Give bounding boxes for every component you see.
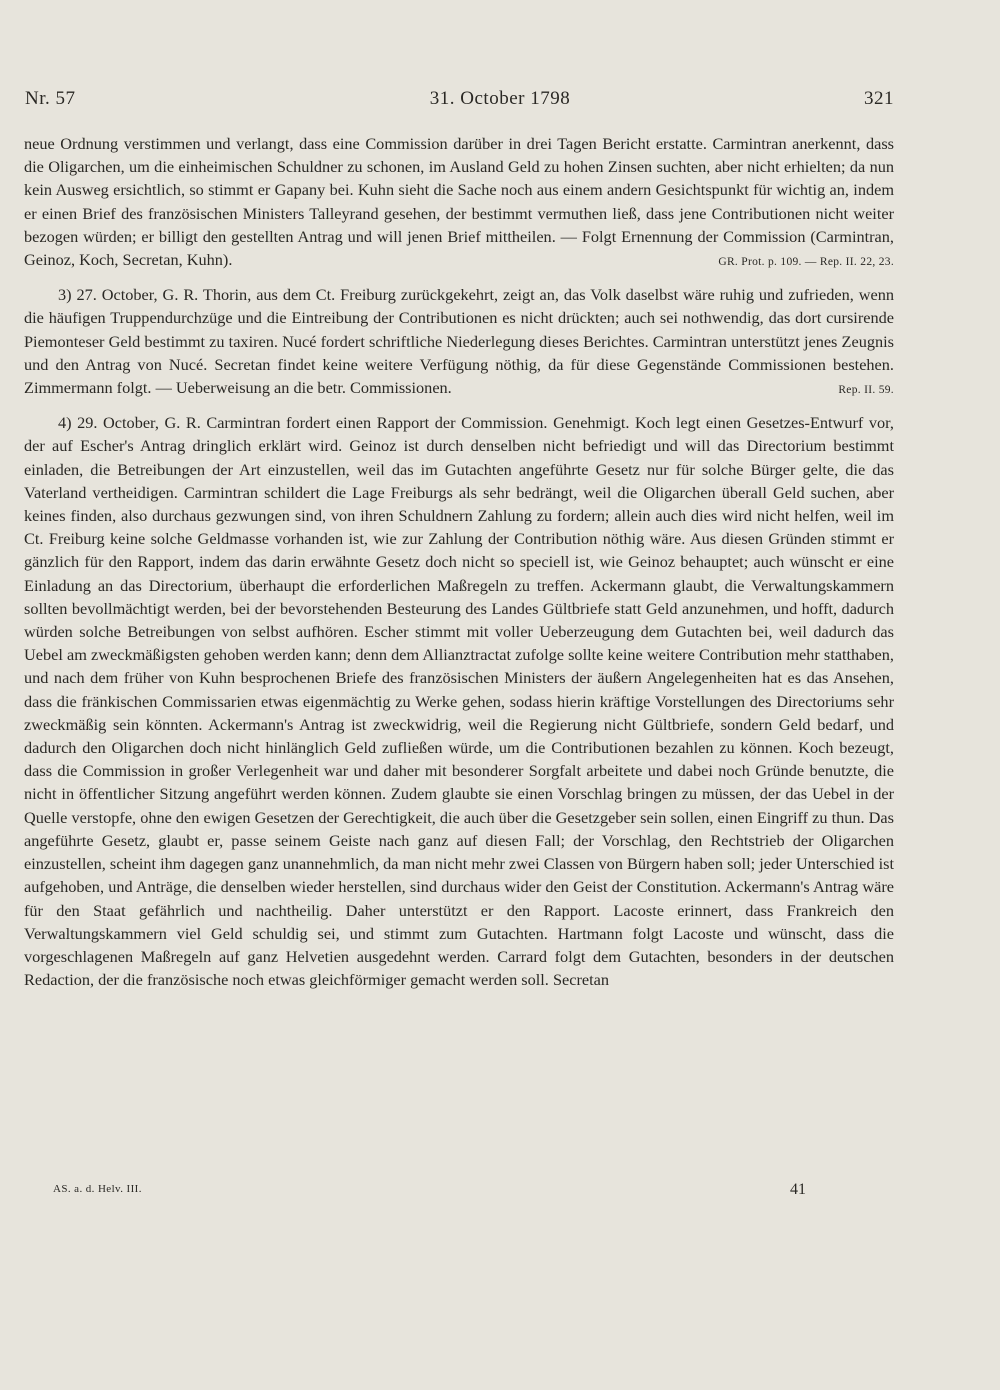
paragraph-text: 3) 27. October, G. R. Thorin, aus dem Ct. Freiburg zurückgekehrt, zeigt an, das Volk daselbst wäre ruhig und zufrieden, wenn die häufigen Truppendurchzüge und die Eintreibung der Contributionen es nicht drückten; auch sei nothwendig, das dort cursirende Piemonteser Geld bestimmt zu taxiren. Nucé fordert schriftliche Niederlegung dieses Berichtes. Carmintran unterstützt jenes Zeugnis und den Antrag von Nucé. Secretan findet keine weitere Verfügung nöthig, da für diese Gegenstände Commissionen bestehen. Zimmermann folgt. — Ueberweisung an die betr. Commissionen. [24, 285, 894, 398]
footer-sheet-number: 41 [790, 1181, 806, 1198]
footer-signature: AS. a. d. Helv. III. [53, 1183, 142, 1195]
source-reference: GR. Prot. p. 109. — Rep. II. 22, 23. [718, 256, 894, 269]
paragraph-text: neue Ordnung verstimmen und verlangt, dass eine Commission darüber in drei Tagen Bericht erstatte. Carmintran anerkennt, dass die Oligarchen, um die einheimischen Schuldner zu schonen, im Ausland Geld zu hohen Zinsen suchten, aber nicht erhielten; da nun kein Ausweg ersichtlich, so stimmt er Gapany bei. Kuhn sieht die Sache noch aus einem andern Gesichtspunkt für wichtig an, indem er einen Brief des französischen Ministers Talleyrand gesehen, der bestimmt vermuthen ließ, dass jene Contributionen nicht weiter bezogen würden; er billigt den gestellten Antrag und will jenen Brief mittheilen. — Folgt Ernennung der Commission (Carmintran, Geinoz, Koch, Secretan, Kuhn). [24, 134, 894, 270]
header-document-number: Nr. 57 [25, 88, 76, 109]
source-reference: Rep. II. 59. [838, 384, 894, 397]
body-text [24, 132, 894, 991]
header-date: 31. October 1798 [429, 88, 571, 109]
header-page-number: 321 [864, 88, 894, 109]
paragraph-text: 4) 29. October, G. R. Carmintran fordert einen Rapport der Commission. Genehmigt. Koch legt einen Gesetzes-Entwurf vor, der auf Escher's Antrag dringlich erklärt wird. Geinoz ist durch denselben nicht befriedigt und will das Directorium bestimmt einladen, die Betreibungen der Art einzustellen, weil das im Gutachten angeführte Gesetz nur für solche Bürger gelte, die das Vaterland vertheidigen. Carmintran schildert die Lage Freiburgs als sehr bedrängt, weil die Oligarchen überall Geld suchen, aber keines finden, also durchaus gezwungen sind, von ihren Schuldnern Zahlung zu fordern; allein auch dies wird nicht helfen, weil im Ct. Freiburg keine solche Geldmasse vorhanden ist, wie zur Zahlung der Contribution nöthig wäre. Aus diesen Gründen stimmt er gänzlich für den Rapport, indem das darin erwähnte Gesetz doch nicht so speciell ist, wie Geinoz behauptet; auch wünscht er eine Einladung an das Directorium, überhaupt die erforderlichen Maßregeln zu treffen. Ackermann glaubt, die Verwaltungskammern sollten bevollmächtigt werden, bei der bevorstehenden Besteurung des Landes Gültbriefe statt Geld anzunehmen, und hofft, dadurch würden solche Betreibungen von selbst aufhören. Escher stimmt mit voller Ueberzeugung dem Gutachten bei, weil dadurch das Uebel am zweckmäßigsten gehoben werden kann; denn dem Allianztractat zufolge sollte keine weitere Contribution mehr statthaben, und nach dem früher von Kuhn besprochenen Briefe des französischen Ministers der äußern Angelegenheiten hat es das Ansehen, dass die fränkischen Commissarien etwas eigenmächtig zu Werke gehen, sodass hierin kräftige Vorstellungen des Directoriums sehr zweckmäßig sein könnten. Ackermann's Antrag ist zweckwidrig, weil die Regierung nicht Gültbriefe, sondern Geld bedarf, und dadurch den Oligarchen doch nicht hinlänglich Geld zufließen würde, um die Contributionen bezahlen zu können. Koch bezeugt, dass die Commission in großer Verlegenheit war und daher mit besonderer Sorgfalt arbeitete und dabei noch Gründe benutzte, die nicht in öffentlicher Sitzung angeführt werden können. Zudem glaubte sie einen Vorschlag bringen zu müssen, der das Uebel in der Quelle verstopfe, ohne den ewigen Gesetzen der Gerechtigkeit, die auch über die Gesetzgeber sein sollen, einen Eingriff zu thun. Das angeführte Gesetz, glaubt er, passe seinem Geiste nach ganz auf diesen Fall; der Vorschlag, den Rechtstrieb der Oligarchen einzustellen, scheint ihm dagegen ganz unannehmlich, da man nicht mehr zwei Classen von Bürgern haben soll; jeder Unterschied ist aufgehoben, und Anträge, die denselben wieder herstellen, sind durchaus wider den Geist der Constitution. Ackermann's Antrag wäre für den Staat gefährlich und nachtheilig. Daher unterstützt er den Rapport. Lacoste erinnert, dass Frankreich den Verwaltungskammern viel Geld schuldig sei, und stimmt zum Gutachten. Hartmann folgt Lacoste und wünscht, dass die vorgeschlagenen Maßregeln auf ganz Helvetien ausgedehnt werden. Carrard folgt dem Gutachten, besonders in der deutschen Redaction, der die französische noch etwas gleichförmiger gemacht werden soll. Secretan [24, 413, 894, 990]
paragraph [24, 132, 894, 271]
paragraph [24, 283, 894, 399]
paragraph [24, 411, 894, 991]
